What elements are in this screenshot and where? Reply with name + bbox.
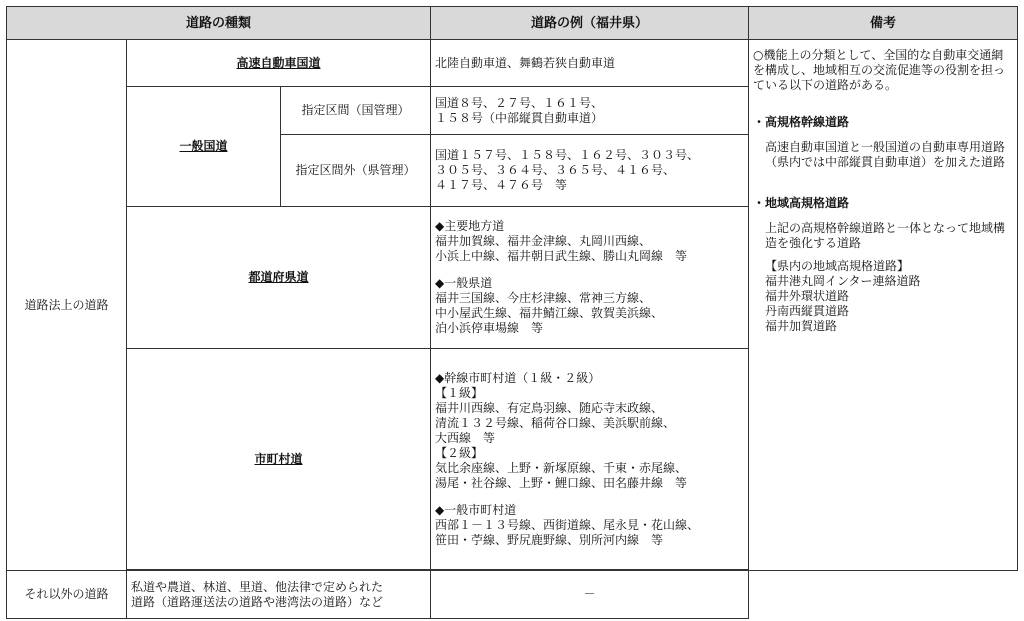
notes-regional-body: 上記の高規格幹線道路と一体となって地域構造を強化する道路 — [765, 221, 1006, 250]
notes-high-standard-title: ・高規格幹線道路 — [753, 115, 850, 129]
notes-prefecture-list-title: 【県内の地域高規格道路】 — [765, 259, 910, 273]
example-expressway: 北陸自動車道、舞鶴若狭自動車道 — [431, 40, 749, 87]
label-municipal: 市町村道 — [254, 451, 303, 466]
header-row — [7, 7, 1018, 40]
notes-prefecture-item: 福井港丸岡インター連絡道路 — [765, 274, 921, 288]
example-prefectural: ◆主要地方道 福井加賀線、福井金津線、丸岡川西線、 小浜上中線、福井朝日武生線、勝山丸岡線 等 ◆一般県道 福井三国線、今庄杉津線、常神三方線、 中小屋武生線、福井鯖江線、敦賀美浜線、 泊小浜停車場線 等 — [431, 207, 749, 349]
header-road-example: 道路の例（福井県） — [431, 7, 749, 40]
row-other — [7, 571, 1018, 619]
road-classification-table — [6, 6, 1018, 619]
label-non-designated: 指定区間外（県管理） — [281, 135, 431, 207]
notes-prefecture-item: 福井加賀道路 — [765, 319, 838, 333]
notes-high-standard-body: 高速自動車国道と一般国道の自動車専用道路（県内では中部縦貫自動車道）を加えた道路 — [765, 140, 1006, 169]
label-expressway: 高速自動車国道 — [236, 55, 321, 70]
header-road-type: 道路の種類 — [7, 7, 431, 40]
desc-other: 私道や農道、林道、里道、他法律で定められた 道路（道路運送法の道路や港湾法の道路）など — [127, 571, 431, 619]
header-notes: 備考 — [749, 7, 1018, 40]
row-expressway — [7, 40, 1018, 87]
notes-regional-title: ・地域高規格道路 — [753, 196, 850, 210]
example-other: － — [431, 571, 749, 619]
label-national: 一般国道 — [179, 139, 228, 153]
label-other: それ以外の道路 — [7, 571, 127, 619]
example-municipal: ◆幹線市町村道（１級・２級） 【１級】 福井川西線、有定鳥羽線、随応寺末政線、 清流１３２号線、稲荷谷口線、美浜駅前線、 大西線 等 【２級】 気比余座線、上野・新塚原線、千東・赤尾線、 湯尾・社谷線、上野・鯉口線、田名藤井線 等 ◆一般市町村道 西部１－１３号線、西街道線、尾永見・花山線、 笹田・苧線、野尻鹿野線、別所河内線 等 — [431, 349, 749, 570]
notes-intro: ○機能上の分類として、全国的な自動車交通網を構成し、地域相互の交流促進等の役割を担っている以下の道路がある。 — [753, 48, 1006, 92]
example-non-designated: 国道１５７号、１５８号、１６２号、３０３号、 ３０５号、３６４号、３６５号、４１６号、 ４１７号、４７６号 等 — [431, 135, 749, 207]
notes-prefecture-item: 丹南西縦貫道路 — [765, 304, 850, 318]
label-prefectural: 都道府県道 — [248, 270, 309, 284]
label-designated: 指定区間（国管理） — [281, 87, 431, 135]
notes-cell — [749, 40, 1018, 571]
notes-prefecture-item: 福井外環状道路 — [765, 289, 850, 303]
group-road-law: 道路法上の道路 — [7, 40, 127, 571]
example-designated: 国道８号、２７号、１６１号、 １５８号（中部縦貫自動車道） — [431, 87, 749, 135]
